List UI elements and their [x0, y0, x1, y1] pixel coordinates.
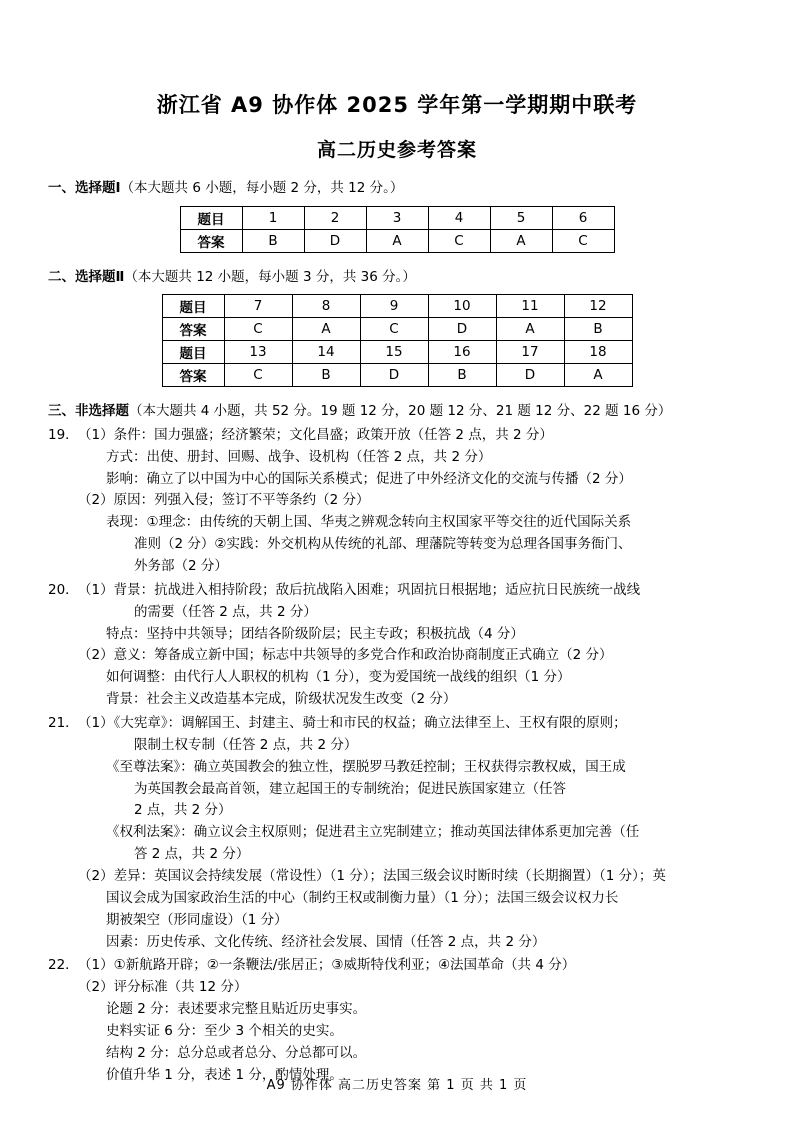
section-3-label: 三、非选择题 — [48, 403, 129, 420]
answer-line-wrap — [48, 1021, 746, 1043]
question-number: 10 — [428, 295, 496, 318]
answer-cell: A — [366, 229, 428, 252]
section-2-label: 二、选择题Ⅱ — [48, 268, 125, 285]
answer-line-wrap — [48, 602, 746, 624]
answer-line: 结构 2 分：总分总或者总分、分总都可以。 — [106, 1044, 367, 1061]
question-22-number: 22． — [48, 957, 79, 974]
answer-line-wrap — [48, 469, 746, 491]
answer-cell: C — [224, 318, 292, 341]
question-20-number: 20． — [48, 581, 79, 598]
answer-cell: C — [360, 318, 428, 341]
answer-line: 史料实证 6 分：至少 3 个相关的史实。 — [106, 1022, 343, 1039]
question-number: 6 — [552, 206, 614, 229]
answer-line: 论题 2 分：表述要求完整且贴近历史事实。 — [106, 1001, 367, 1018]
answer-line-wrap — [48, 977, 746, 999]
answer-line: 表现：①理念：由传统的天朝上国、华夷之辨观念转向主权国家平等交往的近代国际关系 — [106, 514, 632, 531]
question-21-first-line — [48, 713, 746, 735]
answer-line-wrap — [48, 779, 746, 801]
question-19-number: 19． — [48, 426, 79, 443]
question-number: 2 — [304, 206, 366, 229]
question-number: 3 — [366, 206, 428, 229]
question-number: 5 — [490, 206, 552, 229]
section-1-heading — [48, 178, 746, 200]
question-number: 7 — [224, 295, 292, 318]
section-1-note: （本大题共 6 小题，每小题 2 分，共 12 分。） — [120, 180, 404, 196]
table-row — [180, 229, 614, 252]
table-row — [162, 364, 632, 387]
answer-line: 限制土权专制（任答 2 点，共 2 分） — [134, 736, 358, 753]
answer-line: （2）原因：列强入侵；签订不平等条约（2 分） — [78, 492, 370, 509]
answer-line-wrap — [48, 624, 746, 646]
section-3-heading — [48, 401, 746, 423]
answer-line: （1）《大宪章》：调解国王、封建主、骑士和市民的权益；确立法律至上、王权有限的原则； — [78, 714, 627, 731]
answer-line: 外务部（2 分） — [134, 557, 228, 574]
answer-line-wrap — [48, 800, 746, 822]
section-2-note: （本大题共 12 小题，每小题 3 分，共 36 分。） — [124, 268, 416, 285]
row-header-answer: 答案 — [180, 229, 242, 252]
table-row — [162, 318, 632, 341]
table-row — [180, 206, 614, 229]
question-number: 11 — [496, 295, 564, 318]
answer-cell: D — [428, 318, 496, 341]
answer-line: （1）①新航路开辟；②一条鞭法/张居正；③威斯特伐利亚；④法国革命（共 4 分） — [78, 957, 576, 974]
answer-cell: C — [224, 364, 292, 387]
answer-line-wrap — [48, 667, 746, 689]
answer-line-wrap — [48, 888, 746, 910]
section-3-note: （本大题共 4 小题，共 52 分。19 题 12 分，20 题 12 分、21 题 12 分、22 题 16 分） — [129, 403, 672, 420]
section-1-label: 一、选择题Ⅰ — [48, 180, 121, 196]
question-number: 18 — [564, 341, 632, 364]
answer-line: 2 点，共 2 分） — [134, 802, 232, 819]
answer-line: 《至尊法案》：确立英国教会的独立性，摆脱罗马教廷控制；王权获得宗教权威，国王成 — [106, 758, 626, 775]
answer-cell: B — [242, 229, 304, 252]
answer-line: （2）评分标准（共 12 分） — [78, 979, 248, 996]
question-19-block — [48, 425, 746, 578]
row-header-question: 题目 — [180, 206, 242, 229]
question-number: 8 — [292, 295, 360, 318]
answer-line-wrap — [48, 735, 746, 757]
answer-line: 价值升华 1 分，表述 1 分，酌情处理。 — [106, 1066, 343, 1083]
answer-line: 影响：确立了以中国为中心的国际关系模式；促进了中外经济文化的交流与传播（2 分） — [106, 470, 632, 487]
answer-line-wrap — [48, 447, 746, 469]
question-number: 12 — [564, 295, 632, 318]
answer-line: 期被架空（形同虚设）（1 分） — [106, 911, 288, 928]
answer-line: 为英国教会最高首领，建立起国王的专制统治；促进民族国家建立（任答 — [134, 780, 566, 797]
question-22-first-line — [48, 955, 746, 977]
answer-line: （2）差异：英国议会持续发展（常设性）（1 分）；法国三级会议时断时续（长期搁置）（1 分）；英 — [78, 867, 666, 884]
answer-line-wrap — [48, 866, 746, 888]
question-number: 4 — [428, 206, 490, 229]
answer-cell: A — [496, 318, 564, 341]
answer-cell: C — [552, 229, 614, 252]
answer-cell: A — [490, 229, 552, 252]
section-2-answer-table — [162, 294, 633, 387]
row-header-question: 题目 — [162, 295, 224, 318]
question-number: 14 — [292, 341, 360, 364]
answer-line: 因素：历史传承、文化传统、经济社会发展、国情（任答 2 点，共 2 分） — [106, 933, 546, 950]
answer-line: 国议会成为国家政治生活的中心（制约王权或制衡力量）（1 分）；法国三级会议权力长 — [106, 889, 619, 906]
answer-line: （1）背景：抗战进入相持阶段；敌后抗战陷入困难；巩固抗日根据地；适应抗日民族统一战线 — [78, 581, 641, 598]
answer-line: 答 2 点，共 2 分） — [134, 846, 250, 863]
answer-line-wrap — [48, 932, 746, 954]
answer-line: 准则（2 分）②实践：外交机构从传统的礼部、理藩院等转变为总理各国事务衙门、 — [134, 536, 632, 553]
table-row — [162, 341, 632, 364]
answer-line: 《权利法案》：确立议会主权原则；促进君主立宪制建立；推动英国法律体系更加完善（任 — [106, 824, 640, 841]
question-number: 9 — [360, 295, 428, 318]
row-header-answer: 答案 — [162, 364, 224, 387]
answer-line: （1）条件：国力强盛；经济繁荣；文化昌盛；政策开放（任答 2 点，共 2 分） — [78, 426, 553, 443]
answer-line-wrap — [48, 757, 746, 779]
answer-line: （2）意义：筹备成立新中国；标志中共领导的多党合作和政治协商制度正式确立（2 分） — [78, 647, 613, 664]
answer-line: 的需要（任答 2 点，共 2 分） — [134, 603, 317, 620]
answer-line-wrap — [48, 645, 746, 667]
answer-line-wrap — [48, 910, 746, 932]
answer-line: 如何调整：由代行人人职权的机构（1 分），变为爱国统一战线的组织（1 分） — [106, 669, 571, 686]
answer-line-wrap — [48, 556, 746, 578]
page-footer: A9 协作体 高二历史答案 第 1 页 共 1 页 — [266, 1078, 528, 1093]
question-number: 13 — [224, 341, 292, 364]
answer-line: 方式：出使、册封、回赐、战争、设机构（任答 2 点，共 2 分） — [106, 448, 492, 465]
answer-cell: D — [496, 364, 564, 387]
answer-cell: B — [564, 318, 632, 341]
question-21-block — [48, 713, 746, 953]
question-number: 15 — [360, 341, 428, 364]
row-header-answer: 答案 — [162, 318, 224, 341]
row-header-question: 题目 — [162, 341, 224, 364]
answer-cell: D — [360, 364, 428, 387]
question-22-block — [48, 955, 746, 1086]
answer-line: 特点：坚持中共领导；团结各阶级阶层；民主专政；积极抗战（4 分） — [106, 625, 524, 642]
answer-cell: B — [292, 364, 360, 387]
document-title-line1: 浙江省 A9 协作体 2025 学年第一学期期中联考 — [156, 93, 638, 117]
question-number: 16 — [428, 341, 496, 364]
answer-line-wrap — [48, 689, 746, 711]
answer-line-wrap — [48, 534, 746, 556]
answer-cell: D — [304, 229, 366, 252]
answer-line-wrap — [48, 512, 746, 534]
question-19-first-line — [48, 425, 746, 447]
table-row — [162, 295, 632, 318]
document-title-line2: 高二历史参考答案 — [316, 138, 477, 161]
question-number: 1 — [242, 206, 304, 229]
answer-line-wrap — [48, 490, 746, 512]
answer-cell: C — [428, 229, 490, 252]
answer-line-wrap — [48, 999, 746, 1021]
section-1-answer-table — [180, 206, 615, 253]
answer-cell: B — [428, 364, 496, 387]
section-2-heading — [48, 267, 746, 289]
question-21-number: 21． — [48, 714, 79, 731]
answer-line-wrap — [48, 822, 746, 844]
question-20-first-line — [48, 580, 746, 602]
question-20-block — [48, 580, 746, 711]
answer-cell: A — [564, 364, 632, 387]
question-number: 17 — [496, 341, 564, 364]
answer-line: 背景：社会主义改造基本完成，阶级状况发生改变（2 分） — [106, 691, 457, 708]
answer-line-wrap — [48, 1043, 746, 1065]
answer-line-wrap — [48, 844, 746, 866]
answer-cell: A — [292, 318, 360, 341]
